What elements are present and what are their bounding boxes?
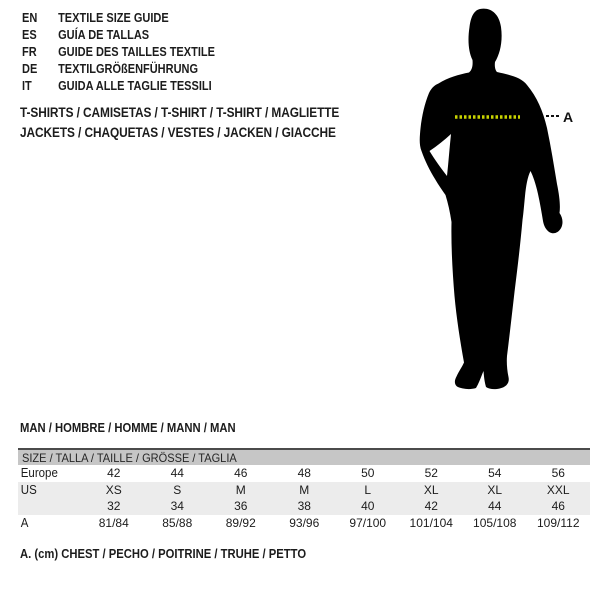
footnote-chest: A. (cm) CHEST / PECHO / POITRINE / TRUHE / PETTO	[20, 547, 307, 561]
man-silhouette-path	[420, 9, 563, 390]
measure-label-a: A	[563, 109, 574, 125]
table-cell: 34	[170, 499, 184, 514]
table-cell: 32	[107, 499, 121, 514]
language-row-it	[22, 77, 215, 94]
table-cell: XL	[487, 482, 503, 497]
category-line-tshirts: T-SHIRTS / CAMISETAS / T-SHIRT / T-SHIRT / MAGLIETTE	[20, 105, 340, 120]
table-cell: 93/96	[289, 515, 320, 530]
size-table	[18, 448, 590, 531]
language-code: DE	[22, 61, 38, 76]
row-label: A	[20, 515, 29, 530]
table-cell: XS	[105, 482, 122, 497]
table-header-label: SIZE / TALLA / TAILLE / GRÖSSE / TAGLIA	[22, 450, 237, 465]
language-list	[22, 9, 241, 94]
language-row-en	[22, 9, 215, 26]
table-cell: 46	[234, 466, 248, 481]
language-label: GUIDE DES TAILLES TEXTILE	[58, 44, 215, 59]
table-cell: 44	[488, 499, 502, 514]
table-cell: 50	[361, 466, 375, 481]
table-cell: 44	[170, 466, 184, 481]
table-cell: 42	[424, 499, 438, 514]
table-cell: 38	[297, 499, 311, 514]
man-silhouette	[410, 0, 600, 400]
table-cell: 42	[107, 466, 121, 481]
table-cell: 48	[297, 466, 311, 481]
section-title-man: MAN / HOMBRE / HOMME / MANN / MAN	[20, 421, 236, 435]
language-code: FR	[22, 44, 37, 59]
language-label: TEXTILE SIZE GUIDE	[58, 10, 169, 25]
language-row-es	[22, 26, 215, 43]
language-row-fr	[22, 43, 215, 60]
table-cell: 109/112	[537, 515, 580, 530]
row-label: Europe	[20, 466, 58, 481]
table-cell: 85/88	[162, 515, 193, 530]
table-cell: 40	[361, 499, 375, 514]
row-label: US	[20, 482, 37, 497]
table-cell: 81/84	[98, 515, 129, 530]
language-row-de	[22, 60, 215, 77]
table-cell: M	[235, 482, 246, 497]
table-cell: 46	[551, 499, 565, 514]
language-label: GUÍA DE TALLAS	[58, 27, 150, 42]
table-cell: 54	[488, 466, 502, 481]
table-row-us-letters	[18, 482, 590, 499]
language-code: ES	[22, 27, 37, 42]
table-row-europe	[18, 465, 590, 482]
table-cell: 89/92	[225, 515, 256, 530]
table-cell: 52	[424, 466, 438, 481]
table-cell: M	[299, 482, 310, 497]
table-cell: XL	[423, 482, 439, 497]
table-cell: L	[364, 482, 372, 497]
table-row-us-numbers	[18, 498, 590, 515]
table-row-a-chest	[18, 515, 590, 532]
table-cell: XXL	[546, 482, 570, 497]
table-cell: S	[173, 482, 182, 497]
table-header-bar	[18, 448, 590, 465]
table-cell: 36	[234, 499, 248, 514]
language-code: EN	[22, 10, 38, 25]
table-cell: 56	[551, 466, 565, 481]
table-cell: 105/108	[473, 515, 517, 530]
table-cell: 97/100	[349, 515, 387, 530]
category-line-jackets: JACKETS / CHAQUETAS / VESTES / JACKEN / GIACCHE	[20, 125, 336, 140]
language-code: IT	[22, 78, 32, 93]
man-figure	[410, 0, 600, 400]
language-label: TEXTILGRÖßENFÜHRUNG	[58, 61, 199, 76]
category-block	[20, 103, 383, 143]
language-label: GUIDA ALLE TAGLIE TESSILI	[58, 78, 212, 93]
table-cell: 101/104	[409, 515, 453, 530]
